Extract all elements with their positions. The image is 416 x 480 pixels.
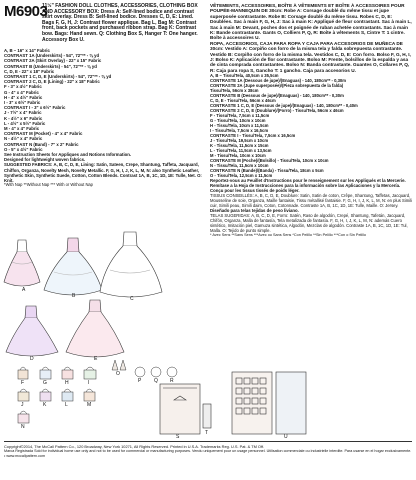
en-fabric-line: CONTRAST 1 C, D, E (Underskirts) - 54", 72"** - ⅜ yd	[4, 74, 112, 80]
fr-fabric-line: CONTRASTE 1A (Dessous de jupe)/(Enaguas) - 140, 180cm** - 0,30m	[210, 78, 346, 84]
en-fabric-line: I - 3" x 6½" Fabric	[4, 100, 41, 106]
see-instruction-note: See Instruction Sheets for Appliques and Notions Information.	[4, 152, 132, 158]
gloves-necklaces-illustration	[112, 360, 177, 377]
label-c: C	[130, 296, 134, 302]
label-u: U	[284, 434, 288, 440]
fr-fabric-line: Tissu/Tela, 56cm x 38cm	[210, 88, 259, 94]
en-fabric-line: CONTRAST B (Underskirts) - 54", 72"** - ⅜ yd	[4, 63, 97, 69]
legal-line: Marca Registrada Sold for individual home use only and not to be used for commercial or manufacturing purposes. Vendu uniquement pour un usage personnel. Utilisation commerciale ou industrielle interdite. Para usarse en el hogar exclusivamente. • www.mccallpattern.com	[4, 449, 412, 458]
report-note: Reportez-vous au Feuillet d'Instructions pour le renseignement sur les Appliqués et la Mercerie.	[210, 178, 406, 184]
label-h: H	[65, 380, 69, 386]
fr-fabric-line: A, B – Tissu/Tela, 40,5cm x 35,5cm	[210, 73, 279, 79]
en-fabric-line: J - 7½" x 4" Fabric	[4, 110, 42, 116]
label-r: R	[170, 378, 174, 384]
remitase-note: Remítase a la Hoja de Instrucciones para la información sobre las Aplicaciones y la Mercería.	[210, 183, 401, 189]
label-d: D	[30, 356, 34, 362]
label-e: E	[94, 356, 98, 362]
concu-note: Conçu pour les tissus tissés de poids léger.	[210, 188, 300, 194]
nap-note: *With Nap **Without Nap *** With or Without Nap	[4, 182, 93, 188]
copyright-line: Copyright©2014, The McCall Pattern Co., 120 Broadway, New York 10271, All Rights Reserved. Printed in U.S.A. Trademarks Reg. U.S. Pat. & TM Off.	[4, 444, 265, 449]
label-j: J	[21, 402, 24, 408]
fr-fabric-line: G - Tissu/Tela, 10cm x 10cm	[210, 118, 266, 124]
fr-fabric-line: CONTRASTE 1 C, D, E (Dessous de jupe)/(Enaguas) - 140, 180cm** - 0,40m	[210, 103, 358, 109]
en-fabric-line: CONTRAST I - 3" x 6½" Fabric	[4, 105, 66, 111]
en-fabric-line: A, B – 16" x 14" Fabric	[4, 48, 50, 53]
dress-a-illustration	[4, 240, 40, 286]
fr-fabric-line: O - Tissu/Tela, 12,5cm x 11,5cm	[210, 173, 273, 179]
label-a: A	[22, 287, 26, 293]
dress-e-illustration	[66, 300, 124, 357]
fr-fabric-line: M - Tissu/Tela, 10cm x 10cm	[210, 153, 266, 159]
en-fabric-line: F - 3" x 4½" Fabric	[4, 84, 42, 90]
fr-nap-note: * Avec Sens **Sans Sens ***Avec ou Sans Sens *Con Pelillo **Sin Pelillo ***Con o Sin Pelillo	[210, 233, 367, 238]
en-fabric-line: N - 4½" x 4" Fabric	[4, 136, 43, 142]
en-fabric-line: O - 5" x 4½" Fabric	[4, 146, 43, 152]
en-fabric-line: CONTRAST 2 C, D, E (Lining) - 22" x 18" Fabric	[4, 79, 100, 85]
en-fabric-line: CONTRAST N (Band) - 7" x 2" Fabric	[4, 141, 79, 147]
dress-c-illustration	[100, 232, 162, 297]
fr-fabric-line: H - Tissu/Tela, 10cm x 11,5cm	[210, 123, 269, 129]
en-fabric-line: M - 4" x 4" Fabric	[4, 126, 40, 132]
footer-divider	[4, 441, 412, 442]
dress-b-illustration	[44, 238, 102, 295]
label-t: T	[205, 430, 209, 436]
en-fabric-line: CONTRAST 1A (Underskirts) - 54", 72"** - ⅜ yd	[4, 53, 100, 59]
fr-fabric-line: CONTRASTE N (Bande)/(Banda) - Tissu/Tela, 18cm x 5cm	[210, 168, 324, 174]
suggested-fabrics: SUGGESTED FABRICS: A, B, C, D, E, Lining: Satin, Sateen, Crepe, Shantung, Taffeta, Jacquard, Chiffon, Organza, Novelty Mesh, Novelty Metallic. F, G, H, I, J, K, L, M, N: also Synthetic Leather, Synthetic Skin, Synthetic Suede, Cotton, Cotton Blends. Contrast 1A, B, 1C, 1D, 1E: Tulle, Net. O: Knit.	[4, 162, 202, 184]
fr-fabric-line: K - Tissu/Tela, 11,5cm x 15cm	[210, 143, 269, 149]
fr-fabric-line: CONTRASTE 2A (Jupe superposée)/(Pieza sobrepuesta de la falda)	[210, 83, 344, 89]
clothing-box-illustration	[160, 384, 211, 434]
disenado-note: Diseñado para telas tejidas de peso liviano.	[210, 208, 299, 214]
fr-fabric-line: CONTRASTE M (Poche)/(Bolsillo) - Tissu/Tela, 10cm x 10cm	[210, 158, 329, 164]
label-b: B	[72, 293, 76, 299]
fr-fabric-line: I - Tissu/Tela, 7,5cm x 16,5cm	[210, 128, 269, 134]
dress-d-illustration	[6, 306, 58, 356]
fr-fabric-line: C, D, E - Tissu/Tela, 56cm x 46cm	[210, 98, 276, 104]
fr-fabric-line: CONTRASTE 2 C, D, E (Doublure)/(Forro) - Tissu/Tela, 56cm x 46cm	[210, 108, 344, 114]
fr-fabric-line: J - Tissu/Tela, 19,5cm x 10cm	[210, 138, 269, 144]
en-fabric-line: C, D, E - 22" x 18" Fabric	[4, 68, 55, 74]
label-m: M	[87, 402, 92, 408]
en-fabric-line: G - 4" x 4" Fabric	[4, 89, 39, 95]
en-fabric-line: CONTRAST M (Pocket) - 4" x 4" Fabric	[4, 131, 83, 137]
label-g: G	[43, 380, 47, 386]
fr-fabric-line: CONTRASTE I - Tissu/Tela, 7,5cm x 16,5cm	[210, 133, 296, 139]
accessory-box-illustration	[232, 372, 306, 434]
label-s: S	[176, 434, 180, 440]
english-header: 11½" FASHION DOLL CLOTHES, ACCESSORIES, CLOTHING BOX AND ACCESSORY BOX: Dress A: Self-lined bodice and contrast skirt overlay. Dress B: Self-lined bodice. Dresses C, D, E: Lined. Bags F, G, H, J: Contrast flower applique. Bag L, Bag M: Contrast front, back pockets and purchased ribbon strap. Bag K: Contrast bow. Bags: Hand sewn. Q: Clothing Box S, Hanger T: One hanger. Accessory Box U.	[42, 3, 198, 43]
label-q: Q	[154, 378, 158, 384]
label-n: N	[21, 424, 25, 430]
pattern-number: M6903	[4, 3, 48, 20]
label-k: K	[43, 402, 47, 408]
fr-fabric-line: F - Tissu/Tela, 7,5cm x 11,5cm	[210, 113, 270, 119]
fr-fabric-line: CONTRASTE B (Dessous de jupe)/(Enaguas) - 140, 180cm** - 0,30m	[210, 93, 344, 99]
tissus-conseilles: TISSUS CONSEILLÉS: A, B, C, D, E, Doublure: Satin, Satin de coton, Crêpe, Shantung, Taffetas, Jacquard, Mousseline de soie, Organza, Maille fantaisie, Tissu métallisé fantaisie. F, G, H, I, J, K, L, M, N: en plus Simili cuir, Simili peau, Simili daim, Coton, Cotonnade. Contraste 1A, B, 1C, 1D, 1E: Tulle, Maille. O: Jersey.	[210, 193, 413, 209]
footer	[4, 444, 412, 458]
label-o: O	[116, 371, 120, 377]
designed-for-note: Designed for lightweight woven fabrics.	[4, 157, 86, 163]
spanish-header: ROPA, ACCESORIOS, CAJA PARA ROPA Y CAJA PARA ACCESORIOS DE MUÑECA DE 30cm: Vestido A: Corpiño con forro de la misma tela y falda sobrepuesta contrastante. Vestido B: Corpiño con forro de la misma tela. Vestidos C, D, E: Con forro. Bolso F, G, H, I, J: Bolso K: Aplicación de flor contrastante. Bolso M: Frente, bolsillos de la espalda y asa de cinta comprada contrastantes. Bolso N: Banda contrastante. Guantes O, Collares P, Q, R: Caja para ropa S, Gancho T: 1 gancho. Caja para accesorios U.	[210, 40, 411, 73]
bags-illustration	[18, 367, 96, 423]
label-i: I	[88, 380, 90, 386]
label-l: L	[65, 402, 68, 408]
en-fabric-line: H - 4" x 4½" Fabric	[4, 94, 43, 100]
fr-fabric-line: L - Tissu/Tela, 11,5cm x 13,5cm	[210, 148, 272, 154]
label-f: F	[21, 380, 25, 386]
telas-sugeridas: TELAS SUGERIDAS: A, B, C, D, E, Forro: Satén, Raso de algodón, Crepé, Shantung, Tafetán, Jacquard, Chifón, Organza, Malla de fantasía, Tela metalizada de fantasía. F, G, H, I, J, K, L, M, N: además Cuero sintético, Imitación piel, Gamuza sintética, Algodón, Mezclas de algodón. Contraste 1A, B, 1C, 1D, 1E: Tul, Malla. O: Tejido de punto simple.	[210, 213, 408, 234]
fr-fabric-line: N - Tissu/Tela, 11,5cm x 10cm	[210, 163, 269, 169]
en-fabric-line: K - 4½" x 6" Fabric	[4, 115, 43, 121]
label-p: P	[138, 378, 142, 384]
en-fabric-line: L - 4½" x 5½" Fabric	[4, 120, 46, 126]
french-header: VÊTEMENTS, ACCESSOIRES, BOÎTE À VÊTEMENTS ET BOÎTE À ACCESSOIRES POUR POUPÉE-MANNEQUIN DE 30cm: Robe A: Corsage doublé du même tissu et jupe superposée contrastante. Robe B: Corsage doublé du même tissu. Robes C, D, E: Doublées. Sac à main F, G, H, J: Sac à main K: Appliqué de fleur contrastant. Sac à main L, Sac à main M: Devant, poches dos et poignée de ruban achetée contrastants. Sac à main K: Bande contrastante. Gants O, Colliers P, Q, R: Boîte à vêtements S, Cintre T: 1 cintre. Boîte à accessoires U.	[210, 3, 412, 41]
en-fabric-line: CONTRAST 2A (Skirt Overlay) - 22" x 15" Fabric	[4, 58, 102, 64]
